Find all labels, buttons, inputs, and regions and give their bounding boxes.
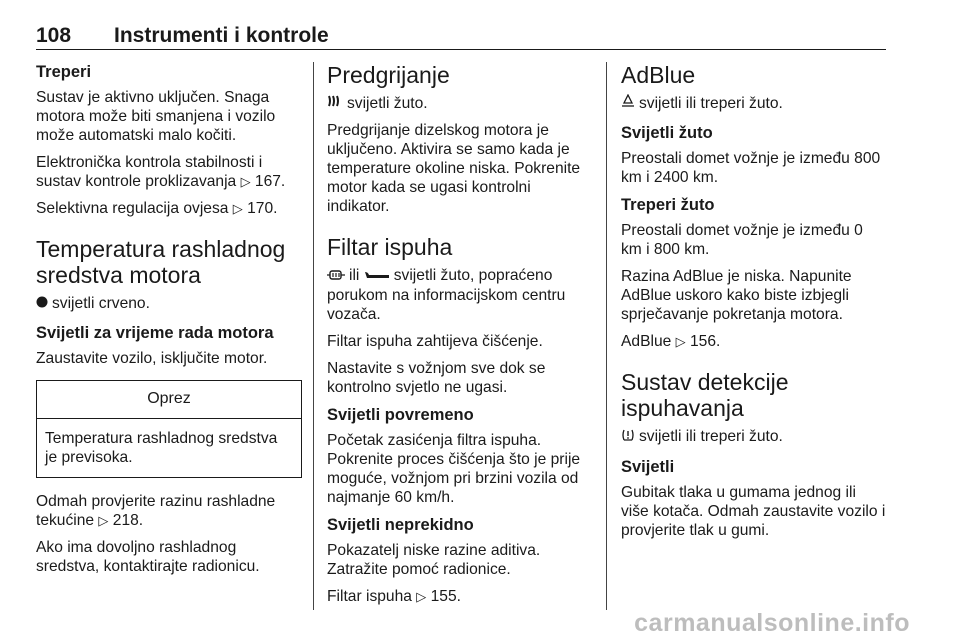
pre-light-text: svijetli žuto. [347, 95, 428, 112]
paragraph-filtar-ciscenje: Filtar ispuha zahtijeva čišćenje. [327, 332, 543, 350]
page-ref-155[interactable]: 155. [430, 587, 461, 605]
paragraph-gubitak: Gubitak tlaka u gumama jednog ili više kotača. Odmah zaustavite vozilo i provjerite tlak u gumi. [621, 483, 886, 539]
heading-svijetli-zuto: Svijetli žuto [621, 124, 713, 143]
paragraph-treperi-zuto: Preostali domet vožnje je između 0 km i 800 km. [621, 222, 863, 259]
header-divider [36, 49, 886, 50]
exhaust-pipe-icon [364, 267, 390, 286]
filtar-ref-text: Filtar ispuha [327, 587, 417, 605]
paragraph-zaustavite: Zaustavite vozilo, isključite motor. [36, 350, 268, 368]
heading-sustav-detekcije: Sustav detekcije ispuhavanja [621, 369, 789, 422]
paragraph-razina: Razina AdBlue je niska. Napunite AdBlue uskoro kako biste izbjegli sprječavanje pokretanja motora. [621, 268, 852, 324]
paragraph-ovjes [36, 199, 302, 218]
page-header [36, 24, 884, 50]
adblue-ref-text: AdBlue [621, 333, 676, 351]
paragraph-svijetli-zuto: Preostali domet vožnje je između 800 km i 2400 km. [621, 150, 881, 187]
reference-arrow-icon: ▷ [416, 588, 427, 604]
paragraph-ako: Ako ima dovoljno rashladnog sredstva, kontaktirajte radionicu. [36, 539, 260, 576]
paragraph-esc [36, 153, 302, 191]
caution-box [36, 380, 302, 478]
heading-adblue: AdBlue [621, 62, 696, 88]
section-title: Instrumenti i kontrole [114, 24, 329, 47]
esc-text: Elektronička kontrola stabilnosti i sustav kontrole proklizavanja [36, 154, 263, 190]
paragraph-pre-light [327, 94, 593, 113]
paragraph-filtar-ref [327, 587, 593, 606]
watermark: carmanualsonline.info [634, 609, 910, 637]
column-1 [36, 62, 302, 584]
filtar-ili-text: ili [349, 267, 360, 285]
heading-treperi-zuto: Treperi žuto [621, 196, 715, 215]
page-ref-170[interactable]: 170. [247, 200, 278, 217]
page-ref-218[interactable]: 218. [112, 512, 144, 530]
tyre-pressure-icon [621, 428, 635, 447]
reference-arrow-icon: ▷ [240, 174, 251, 189]
odmah-text: Odmah provjerite razinu rashladne tekućine [36, 493, 276, 530]
paragraph-predgrijanje: Predgrijanje dizelskog motora je uključeno. Aktivira se samo kada je temperature okoline niska. Pokrenite motor kada se ugasi kontrolni indikator. [327, 122, 581, 216]
coolant-warning-icon [36, 294, 48, 313]
adblue-light-text: svijetli ili treperi žuto. [639, 95, 783, 112]
page-number: 108 [36, 24, 72, 47]
caution-text: Temperatura rashladnog sredstva je previsoka. [45, 430, 278, 467]
heading-treperi: Treperi [36, 63, 92, 81]
reference-arrow-icon: ▷ [232, 201, 243, 216]
adblue-icon [621, 94, 635, 113]
paragraph-adblue-ref [621, 332, 887, 351]
page-ref-167[interactable]: 167. [254, 173, 286, 190]
filtar-light-text: svijetli žuto, popraćeno porukom na informacijskom centru vozača. [327, 267, 566, 323]
paragraph-povremeno: Početak zasićenja filtra ispuha. Pokrenite proces čišćenja što je prije moguće, vožnjom pri brzini vozila od najmanje 60 km/h. [327, 431, 581, 506]
paragraph-adblue-light [621, 94, 887, 113]
heading-predgrijanje: Predgrijanje [327, 62, 450, 88]
reference-arrow-icon: ▷ [675, 334, 686, 350]
page-ref-156[interactable]: 156. [689, 333, 721, 351]
paragraph-filtar-light [327, 266, 593, 323]
preheat-icon [327, 94, 343, 113]
caution-title: Oprez [37, 381, 301, 419]
temp-light-text: svijetli crveno. [52, 295, 150, 312]
paragraph-sustav-light [621, 427, 887, 446]
column-2 [327, 62, 593, 614]
column-divider-1 [313, 62, 314, 610]
paragraph-temp-light [36, 294, 302, 313]
paragraph-sustav-aktivan: Sustav je aktivno uključen. Snaga motora može biti smanjena i vozilo može automatski malo kočiti. [36, 89, 276, 144]
column-divider-2 [606, 62, 607, 610]
paragraph-nastavite: Nastavite s vožnjom sve dok se kontrolno svjetlo ne ugasi. [327, 359, 546, 396]
heading-neprekidno: Svijetli neprekidno [327, 515, 474, 534]
reference-arrow-icon: ▷ [98, 513, 109, 529]
heading-filtar-ispuha: Filtar ispuha [327, 234, 453, 261]
heading-temperatura: Temperatura rashladnog sredstva motora [36, 236, 286, 288]
paragraph-neprekidno: Pokazatelj niske razine aditiva. Zatražite pomoć radionice. [327, 541, 541, 578]
ovjes-text: Selektivna regulacija ovjesa [36, 200, 233, 217]
heading-svijetli-rad: Svijetli za vrijeme rada motora [36, 324, 274, 343]
sustav-light-text: svijetli ili treperi žuto. [639, 428, 783, 446]
heading-povremeno: Svijetli povremeno [327, 405, 474, 424]
column-3 [621, 62, 887, 548]
paragraph-odmah [36, 492, 302, 530]
exhaust-filter-icon [327, 267, 345, 286]
heading-svijetli: Svijetli [621, 457, 675, 476]
